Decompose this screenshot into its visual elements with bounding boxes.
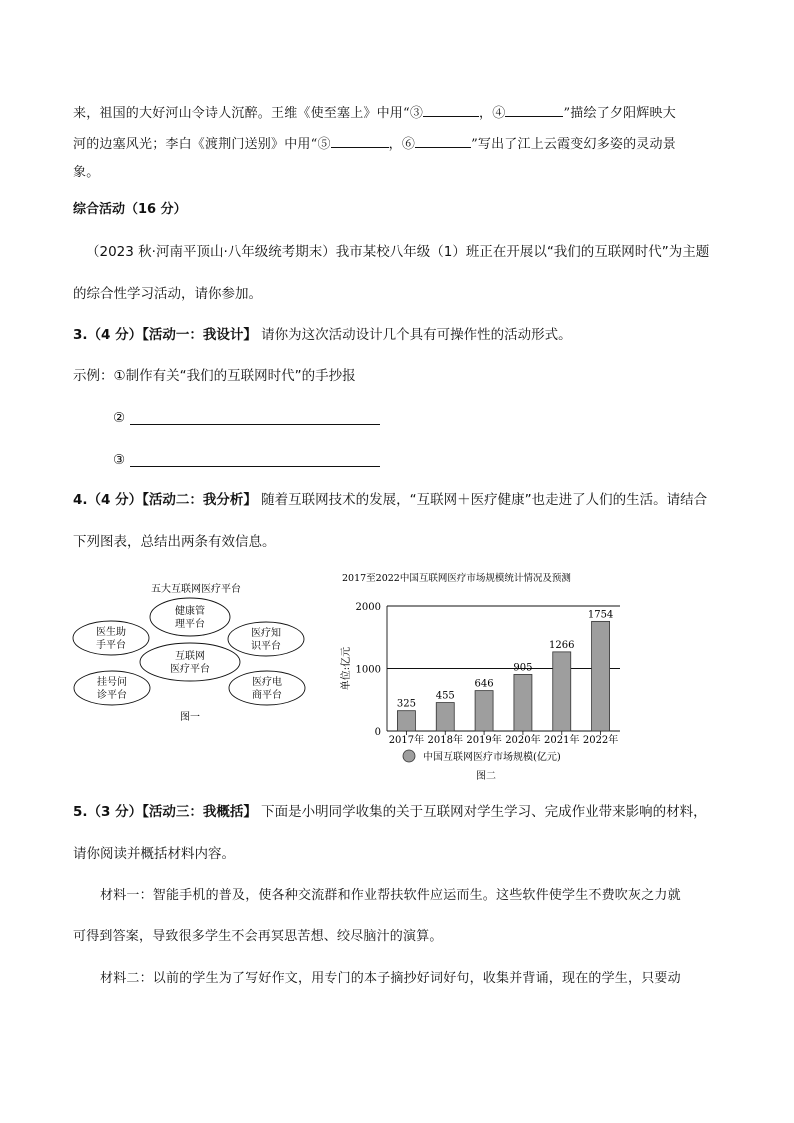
legend-marker bbox=[403, 750, 415, 762]
poem-line-2 bbox=[73, 134, 723, 153]
node-label: 诊平台 bbox=[97, 690, 127, 701]
section-intro-line-1: （2023 秋·河南平顶山·八年级统考期末）我市某校八年级（1）班正在开展以“我们的互联网时代”为主题 bbox=[86, 244, 710, 260]
poem-text: ”描绘了夕阳辉映大 bbox=[563, 106, 676, 121]
section-title: 综合活动（16 分） bbox=[73, 202, 187, 217]
bar bbox=[592, 621, 610, 731]
answer-line-3[interactable] bbox=[130, 466, 380, 467]
data-label: 905 bbox=[513, 662, 533, 674]
bar bbox=[475, 691, 493, 731]
question-5-text-1: 下面是小明同学收集的关于互联网对学生学习、完成作业带来影响的材料， bbox=[261, 804, 707, 820]
poem-text: ”写出了江上云霞变幻多姿的灵动景 bbox=[471, 137, 676, 152]
question-3-blank-2-label: ② bbox=[113, 410, 126, 426]
x-tick-label: 2019年 bbox=[466, 735, 502, 746]
node-label: 商平台 bbox=[252, 690, 282, 701]
material-1-line-2: 可得到答案，导致很多学生不会再冥思苦想、绞尽脑汁的演算。 bbox=[73, 929, 443, 944]
y-tick-label: 1000 bbox=[355, 664, 381, 676]
question-3-example: 示例：①制作有关“我们的互联网时代”的手抄报 bbox=[73, 368, 356, 384]
platform-diagram bbox=[68, 578, 318, 728]
poem-text: ，⑥ bbox=[388, 137, 416, 152]
node-label: 挂号问 bbox=[97, 677, 127, 688]
bar bbox=[514, 674, 532, 731]
node-label: 健康管 bbox=[175, 606, 205, 617]
material-2-line-1: 材料二：以前的学生为了写好作文，用专门的本子摘抄好词好句，收集并背诵，现在的学生，只要动 bbox=[100, 971, 681, 986]
answer-line-2[interactable] bbox=[130, 424, 380, 425]
material-1-line-1: 材料一：智能手机的普及，使各种交流群和作业帮扶软件应运而生。这些软件使学生不费吹灰之力就 bbox=[100, 888, 681, 903]
diagram-title: 五大互联网医疗平台 bbox=[151, 584, 241, 595]
node-label: 医疗知 bbox=[251, 628, 281, 639]
y-tick-label: 2000 bbox=[355, 602, 381, 613]
answer-blank-6[interactable] bbox=[415, 134, 471, 148]
question-4-text-2: 下列图表，总结出两条有效信息。 bbox=[73, 534, 276, 550]
node-label: 医疗平台 bbox=[170, 664, 210, 675]
data-label: 1754 bbox=[587, 609, 614, 621]
question-3-head: 3.（4 分）【活动一：我设计】 bbox=[73, 327, 257, 343]
node-label: 互联网 bbox=[175, 651, 205, 662]
question-5-text-2: 请你阅读并概括材料内容。 bbox=[73, 846, 235, 862]
node-label: 识平台 bbox=[251, 641, 281, 652]
chart-caption: 图二 bbox=[476, 771, 496, 782]
node-label: 医疗电 bbox=[252, 677, 282, 688]
x-tick-label: 2022年 bbox=[582, 735, 619, 746]
poem-text: ，④ bbox=[479, 106, 506, 121]
answer-blank-3[interactable] bbox=[423, 103, 479, 117]
market-size-chart bbox=[335, 566, 635, 784]
node-center bbox=[140, 643, 240, 681]
diagram-caption: 图一 bbox=[180, 712, 200, 723]
y-tick-label: 0 bbox=[374, 727, 381, 738]
poem-text: 河的边塞风光；李白《渡荆门送别》中用“⑤ bbox=[73, 137, 331, 152]
x-tick-label: 2018年 bbox=[427, 735, 463, 746]
question-3-text: 请你为这次活动设计几个具有可操作性的活动形式。 bbox=[261, 327, 572, 343]
question-5 bbox=[73, 804, 723, 821]
x-tick-label: 2021年 bbox=[544, 735, 580, 746]
question-3 bbox=[73, 327, 723, 344]
section-intro-line-2: 的综合性学习活动，请你参加。 bbox=[73, 286, 262, 302]
x-tick-label: 2020年 bbox=[505, 735, 541, 746]
node-label: 医生助 bbox=[96, 627, 126, 638]
question-5-head: 5.（3 分）【活动三：我概括】 bbox=[73, 804, 257, 820]
question-4-text-1: 随着互联网技术的发展，“互联网＋医疗健康”也走进了人们的生活。请结合 bbox=[261, 492, 708, 508]
data-label: 1266 bbox=[549, 639, 575, 651]
question-4-head: 4.（4 分）【活动二：我分析】 bbox=[73, 492, 257, 508]
question-4 bbox=[73, 492, 723, 509]
poem-line-1 bbox=[73, 103, 723, 122]
question-3-blank-3-label: ③ bbox=[113, 452, 126, 468]
bar bbox=[553, 652, 571, 731]
bar bbox=[436, 703, 454, 731]
legend-label: 中国互联网医疗市场规模(亿元) bbox=[423, 752, 561, 763]
y-axis-label: 单位:亿元 bbox=[341, 646, 352, 691]
chart-title: 2017至2022中国互联网医疗市场规模统计情况及预测 bbox=[342, 573, 571, 584]
bar bbox=[397, 711, 415, 731]
data-label: 646 bbox=[474, 678, 494, 690]
node-label: 理平台 bbox=[175, 619, 205, 630]
poem-line-3: 象。 bbox=[73, 165, 100, 180]
answer-blank-5[interactable] bbox=[331, 134, 389, 148]
data-label: 325 bbox=[396, 698, 416, 710]
x-tick-label: 2017年 bbox=[388, 735, 425, 746]
poem-text: 来，祖国的大好河山令诗人沉醉。王维《使至塞上》中用“③ bbox=[73, 106, 424, 121]
node-label: 手平台 bbox=[96, 640, 126, 651]
answer-blank-4[interactable] bbox=[505, 103, 563, 117]
data-label: 455 bbox=[435, 690, 455, 702]
node-health-management bbox=[150, 598, 230, 636]
